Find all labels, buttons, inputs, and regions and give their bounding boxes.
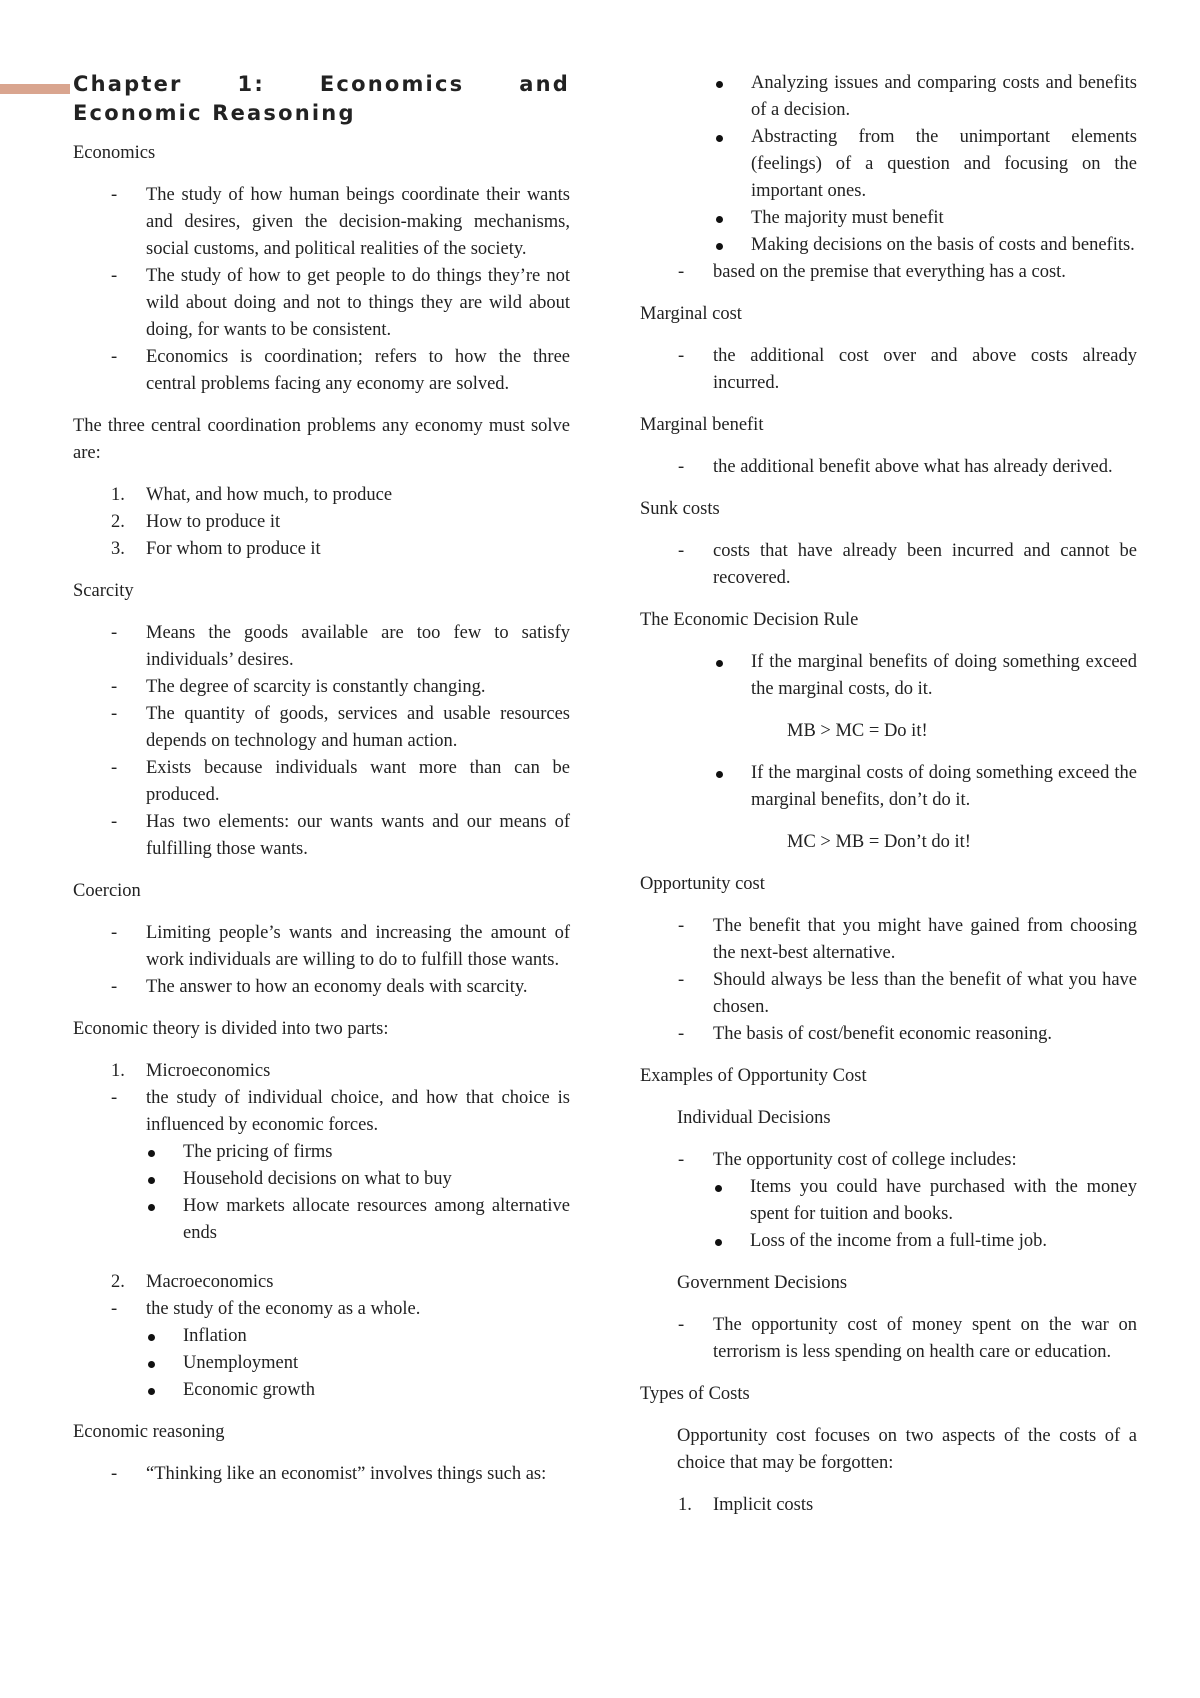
- theory-intro: Economic theory is divided into two parts:: [73, 1019, 389, 1039]
- macro-def-list: [73, 1296, 570, 1404]
- list-item: How markets allocate resources among alternative ends: [146, 1193, 570, 1247]
- bullet-icon: [148, 1388, 155, 1395]
- list-item: The majority must benefit: [640, 205, 1137, 232]
- individual-bullets: [713, 1174, 1137, 1255]
- economics-list: [73, 182, 570, 398]
- bullet-icon: [148, 1204, 155, 1211]
- reasoning-heading: Economic reasoning: [73, 1422, 225, 1442]
- chapter-title: Chapter 1: Economics and Economic Reasoning: [73, 72, 570, 125]
- list-item: - the additional benefit above what has already derived.: [678, 457, 1113, 477]
- list-item: - The benefit that you might have gained from choosing the next-best alternative.: [678, 916, 1137, 963]
- bullet-icon: [716, 135, 723, 142]
- list-item: 2. Macroeconomics: [111, 1272, 274, 1292]
- list-item: - The study of how human beings coordinate their wants and desires, given the decision-making mechanisms, social customs, and political realities of the society.: [111, 185, 570, 259]
- list-item: The pricing of firms: [146, 1139, 570, 1166]
- marginal-benefit-list: [640, 454, 1137, 481]
- bullet-icon: [716, 81, 723, 88]
- individual-decisions-list: [640, 1147, 1137, 1255]
- decision-rule-2: [640, 760, 1137, 814]
- micro-def-list: [73, 1085, 570, 1247]
- list-item: - Exists because individuals want more than can be produced.: [111, 758, 570, 805]
- formula-dont-do-it: MC > MB = Don’t do it!: [787, 832, 971, 852]
- list-item: 2. How to produce it: [111, 512, 281, 532]
- micro-bullets: [146, 1139, 570, 1247]
- list-item: Household decisions on what to buy: [146, 1166, 570, 1193]
- decision-rule-heading: The Economic Decision Rule: [640, 610, 859, 630]
- list-item: Abstracting from the unimportant elements (feelings) of a question and focusing on the important ones.: [640, 124, 1137, 205]
- macro-title-list: [73, 1269, 570, 1296]
- types-of-costs-intro: Opportunity cost focuses on two aspects of the costs of a choice that may be forgotten:: [677, 1426, 1137, 1473]
- macro-bullets: [146, 1323, 570, 1404]
- list-item: - Should always be less than the benefit of what you have chosen.: [678, 970, 1137, 1017]
- bullet-icon: [715, 1185, 722, 1192]
- list-item: - costs that have already been incurred and cannot be recovered.: [678, 541, 1137, 588]
- coercion-list: [73, 920, 570, 1001]
- list-item: - “Thinking like an economist” involves things such as:: [111, 1464, 547, 1484]
- list-item: - Has two elements: our wants wants and our means of fulfilling those wants.: [111, 812, 570, 859]
- formula-do-it: MB > MC = Do it!: [787, 721, 928, 741]
- government-decisions-list: [640, 1312, 1137, 1366]
- bullet-icon: [148, 1334, 155, 1341]
- list-item: Analyzing issues and comparing costs and benefits of a decision.: [640, 70, 1137, 124]
- list-item: 1. Microeconomics: [111, 1061, 271, 1081]
- list-item: 1. Implicit costs: [678, 1495, 814, 1515]
- bullet-icon: [148, 1150, 155, 1157]
- list-item: - The quantity of goods, services and usable resources depends on technology and human action.: [111, 704, 570, 751]
- list-item: - The basis of cost/benefit economic reasoning.: [678, 1024, 1053, 1044]
- list-item: Items you could have purchased with the money spent for tuition and books.: [713, 1174, 1137, 1228]
- bullet-icon: [716, 771, 723, 778]
- sunk-costs-heading: Sunk costs: [640, 499, 720, 519]
- bullet-icon: [148, 1361, 155, 1368]
- marginal-cost-heading: Marginal cost: [640, 304, 742, 324]
- coercion-heading: Coercion: [73, 881, 141, 901]
- economics-heading: Economics: [73, 143, 156, 163]
- right-column: [640, 70, 1137, 1534]
- marginal-cost-list: [640, 343, 1137, 397]
- accent-bar: [0, 84, 70, 94]
- list-item: - Means the goods available are too few to satisfy individuals’ desires.: [111, 623, 570, 670]
- reasoning-bullets: [640, 70, 1137, 259]
- list-item: - based on the premise that everything has a cost.: [678, 262, 1066, 282]
- premise-list: [640, 259, 1137, 286]
- list-item: Economic growth: [146, 1377, 570, 1404]
- opportunity-cost-heading: Opportunity cost: [640, 874, 765, 894]
- list-item: 3. For whom to produce it: [111, 539, 321, 559]
- central-problems-intro: The three central coordination problems any economy must solve are:: [73, 416, 570, 463]
- central-problems-list: [73, 482, 570, 563]
- sunk-costs-list: [640, 538, 1137, 592]
- bullet-icon: [716, 660, 723, 667]
- marginal-benefit-heading: Marginal benefit: [640, 415, 764, 435]
- individual-decisions-heading: Individual Decisions: [677, 1108, 831, 1128]
- list-item: If the marginal costs of doing something exceed the marginal benefits, don’t do it.: [640, 760, 1137, 814]
- list-item: If the marginal benefits of doing something exceed the marginal costs, do it.: [640, 649, 1137, 703]
- bullet-icon: [148, 1177, 155, 1184]
- list-item: Inflation: [146, 1323, 570, 1350]
- list-item: - The study of how to get people to do things they’re not wild about doing and not to things they are wild about doing, for wants to be consistent.: [111, 266, 570, 340]
- list-item: - the study of the economy as a whole. Inflation Unemployment Economic growth: [73, 1296, 570, 1404]
- left-column: [73, 70, 570, 1503]
- types-of-costs-heading: Types of Costs: [640, 1384, 750, 1404]
- micro-title-list: [73, 1058, 570, 1085]
- list-item: - Limiting people’s wants and increasing the amount of work individuals are willing to do to fulfill those wants.: [111, 923, 570, 970]
- list-item: - the study of individual choice, and how that choice is influenced by economic forces. The pricing of firms Household decisions on what to buy How markets allocate resources among alternative ends: [73, 1085, 570, 1247]
- scarcity-list: [73, 620, 570, 863]
- scarcity-heading: Scarcity: [73, 581, 134, 601]
- list-item: - the additional cost over and above costs already incurred.: [678, 346, 1137, 393]
- list-item: - The opportunity cost of college includes: Items you could have purchased with the money spent for tuition and books. Loss of the income from a full-time job.: [640, 1147, 1137, 1255]
- bullet-icon: [716, 243, 723, 250]
- decision-rule-1: [640, 649, 1137, 703]
- list-item: Unemployment: [146, 1350, 570, 1377]
- bullet-icon: [715, 1239, 722, 1246]
- list-item: Making decisions on the basis of costs and benefits.: [640, 232, 1137, 259]
- list-item: 1. What, and how much, to produce: [111, 485, 393, 505]
- opportunity-cost-list: [640, 913, 1137, 1048]
- list-item: - The opportunity cost of money spent on the war on terrorism is less spending on health care or education.: [678, 1315, 1137, 1362]
- list-item: Loss of the income from a full-time job.: [713, 1228, 1137, 1255]
- types-of-costs-list: [640, 1492, 1137, 1519]
- list-item: - Economics is coordination; refers to how the three central problems facing any economy are solved.: [111, 347, 570, 394]
- examples-heading: Examples of Opportunity Cost: [640, 1066, 867, 1086]
- government-decisions-heading: Government Decisions: [677, 1273, 848, 1293]
- list-item: - The degree of scarcity is constantly changing.: [111, 677, 486, 697]
- list-item: - The answer to how an economy deals with scarcity.: [111, 977, 528, 997]
- reasoning-list: [73, 1461, 570, 1488]
- bullet-icon: [716, 216, 723, 223]
